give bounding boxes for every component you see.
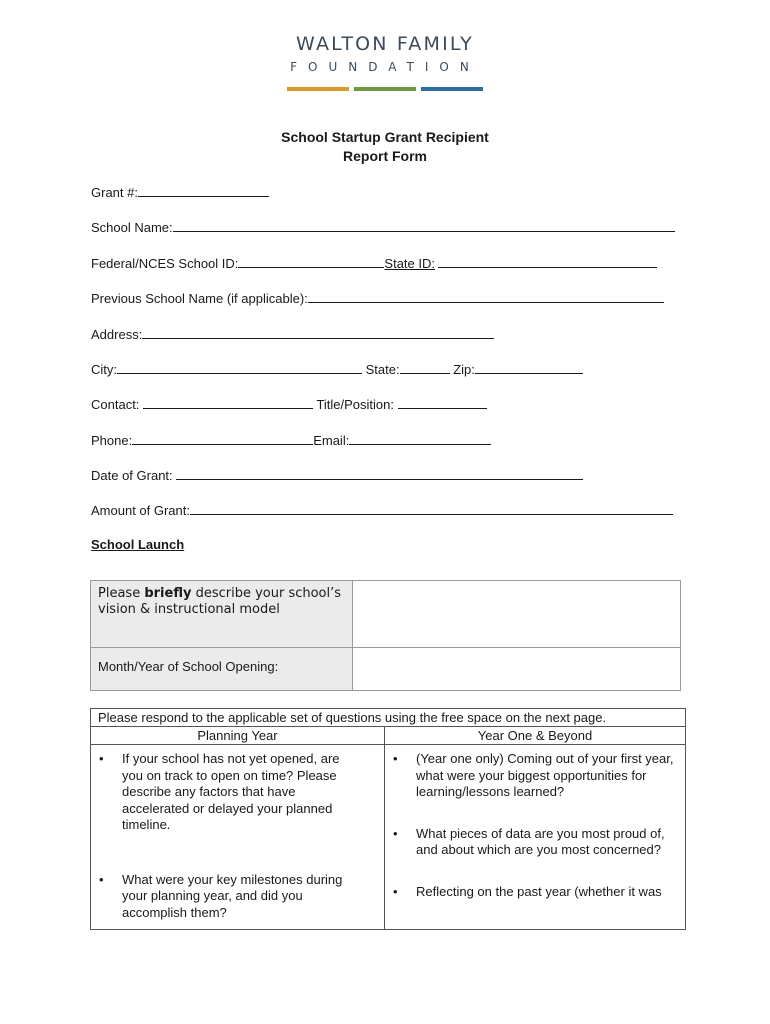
title-position-field[interactable]	[398, 395, 487, 409]
school-name-label: School Name:	[91, 220, 173, 235]
state-field[interactable]	[400, 360, 450, 374]
logo-wordmark: WALTON FAMILY	[296, 33, 474, 55]
city-label: City:	[91, 362, 117, 377]
school-launch-table	[90, 580, 681, 691]
school-name-field[interactable]	[173, 218, 675, 232]
previous-name-row	[91, 289, 664, 306]
form-title: School Startup Grant Recipient	[281, 129, 489, 145]
form-subtitle: Report Form	[343, 148, 427, 164]
zip-label: Zip:	[453, 362, 475, 377]
contact-label: Contact:	[91, 397, 140, 412]
grant-number-label: Grant #:	[91, 185, 138, 200]
planning-question: • If your school has not yet opened, are you on track to open on time? Please describe any factors that have accelerated or delayed your planned timeline.	[92, 751, 354, 834]
phone-label: Phone:	[91, 433, 133, 448]
questions-instruction: Please respond to the applicable set of questions using the free space on the next page.	[91, 709, 686, 727]
date-of-grant-field[interactable]	[176, 466, 583, 480]
school-name-row	[91, 218, 675, 235]
zip-field[interactable]	[475, 360, 583, 374]
email-field[interactable]	[349, 431, 491, 445]
opening-input-cell[interactable]	[353, 648, 681, 691]
logo-subtitle: FOUNDATION	[290, 60, 480, 74]
phone-email-row	[91, 431, 491, 448]
grant-number-row	[91, 183, 269, 200]
amount-of-grant-field[interactable]	[190, 501, 673, 515]
questions-table	[90, 708, 686, 930]
year-one-question: • (Year one only) Coming out of your first year, what were your biggest opportunities for learning/lessons learned?	[386, 751, 678, 801]
year-one-question: • Reflecting on the past year (whether it was	[386, 884, 678, 901]
opening-label-cell	[91, 648, 353, 691]
opening-label: Month/Year of School Opening:	[98, 659, 279, 674]
federal-id-field[interactable]	[238, 254, 384, 268]
planning-year-header: Planning Year	[91, 727, 385, 745]
amount-of-grant-row	[91, 501, 673, 518]
vision-label-cell	[91, 581, 353, 648]
phone-field[interactable]	[132, 431, 313, 445]
state-id-field[interactable]	[438, 254, 657, 268]
vision-label: Please briefly describe your school’s vision & instructional model	[98, 586, 342, 617]
email-label: Email:	[313, 433, 350, 448]
year-one-cell	[385, 745, 686, 930]
state-id-label: State ID:	[384, 256, 435, 271]
address-label: Address:	[91, 327, 143, 342]
logo-bar-orange	[287, 87, 349, 91]
vision-input-cell[interactable]	[353, 581, 681, 648]
year-one-question: • What pieces of data are you most proud of, and about which are you most concerned?	[386, 826, 678, 859]
contact-row	[91, 395, 487, 412]
previous-name-field[interactable]	[308, 289, 664, 303]
contact-field[interactable]	[143, 395, 313, 409]
date-of-grant-label: Date of Grant:	[91, 468, 173, 483]
logo-bar-blue	[421, 87, 483, 91]
title-position-label: Title/Position:	[316, 397, 394, 412]
city-state-zip-row	[91, 360, 583, 377]
address-field[interactable]	[142, 325, 494, 339]
date-of-grant-row	[91, 466, 583, 483]
planning-question: • What were your key milestones during your planning year, and did you accomplish them?	[92, 872, 354, 922]
previous-name-label: Previous School Name (if applicable):	[91, 291, 308, 306]
federal-id-label: Federal/NCES School ID:	[91, 256, 239, 271]
logo-bar-green	[354, 87, 416, 91]
amount-of-grant-label: Amount of Grant:	[91, 503, 190, 518]
city-field[interactable]	[117, 360, 362, 374]
address-row	[91, 325, 494, 342]
state-label: State:	[365, 362, 400, 377]
school-id-row	[91, 254, 657, 271]
planning-year-cell	[91, 745, 385, 930]
section-school-launch: School Launch	[91, 537, 185, 552]
grant-number-field[interactable]	[138, 183, 269, 197]
year-one-header: Year One & Beyond	[385, 727, 686, 745]
